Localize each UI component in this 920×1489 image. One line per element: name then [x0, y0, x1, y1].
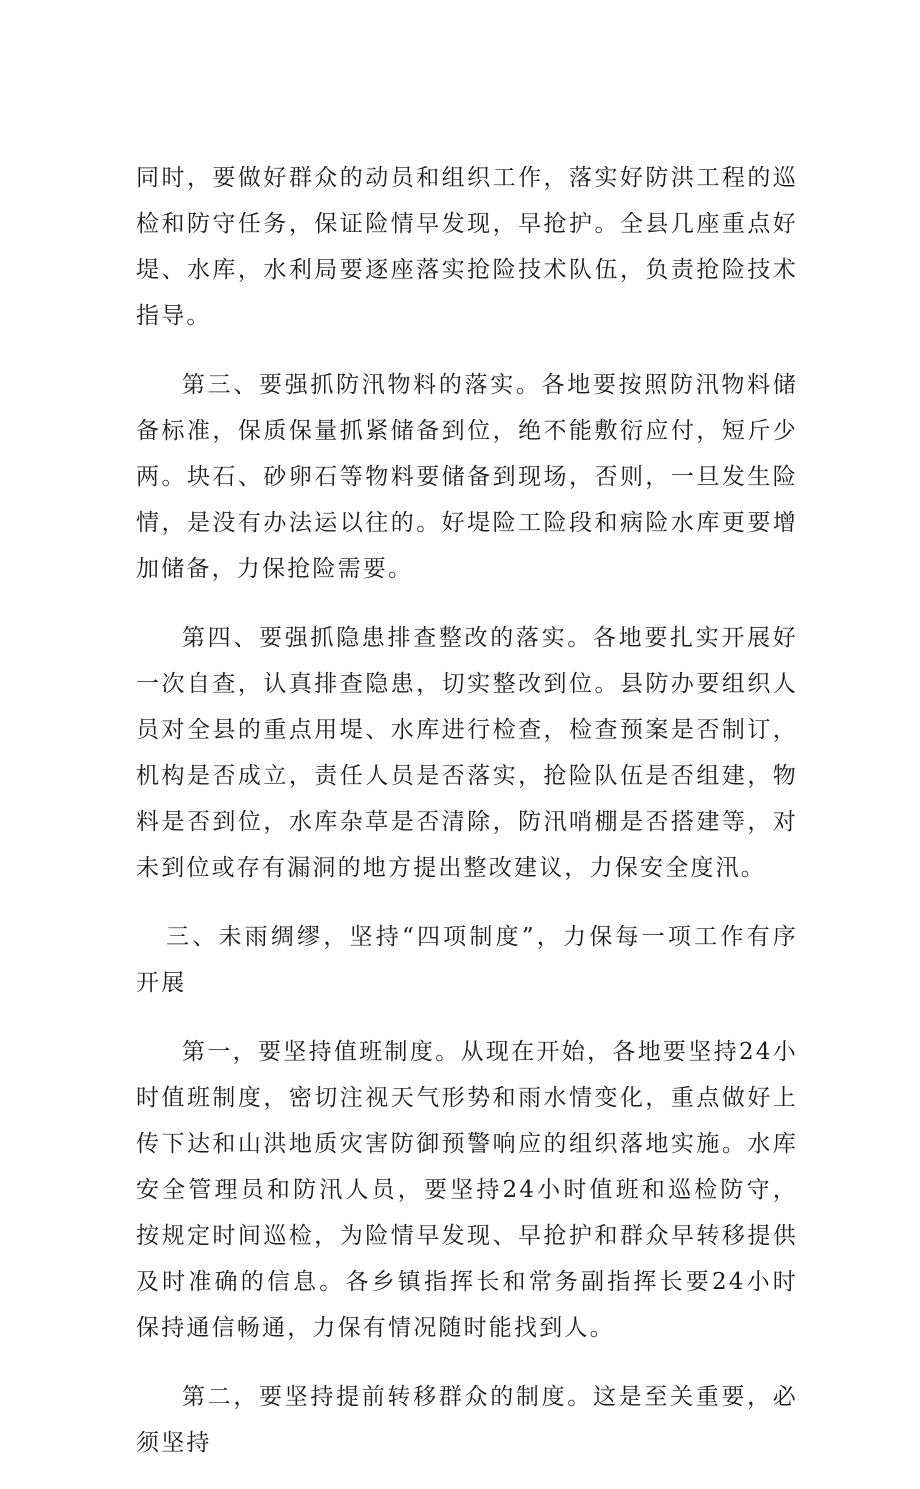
section-heading-three: 三、未雨绸缪，坚持“四项制度”，力保每一项工作有序开展: [136, 924, 798, 996]
document-body: [136, 155, 798, 1489]
paragraph-duty-system: 第一，要坚持值班制度。从现在开始，各地要坚持24小时值班制度，密切注视天气形势和雨水情变化，重点做好上传下达和山洪地质灾害防御预警响应的组织落地实施。水库安全管理员和防汛人员，要坚持24小时值班和巡检防守，按规定时间巡检，为险情早发现、早抢护和群众早转移提供及时准确的信息。各乡镇指挥长和常务副指挥长要24小时保持通信畅通，力保有情况随时能找到人。: [136, 1039, 798, 1341]
paragraph-continuation: 同时，要做好群众的动员和组织工作，落实好防洪工程的巡检和防守任务，保证险情早发现，早抢护。全县几座重点好堤、水库，水利局要逐座落实抢险技术队伍，负责抢险技术指导。: [136, 165, 798, 329]
paragraph-flood-materials: 第三、要强抓防汛物料的落实。各地要按照防汛物料储备标准，保质保量抓紧储备到位，绝不能敷衍应付，短斤少两。块石、砂卵石等物料要储备到现场，否则，一旦发生险情，是没有办法运以往的。好堤险工险段和病险水库更要增加储备，力保抢险需要。: [136, 372, 798, 582]
paragraph-evacuation-system: 第二，要坚持提前转移群众的制度。这是至关重要，必须坚持: [136, 1384, 798, 1456]
paragraph-hazard-inspection: 第四、要强抓隐患排查整改的落实。各地要扎实开展好一次自查，认真排查隐患，切实整改到位。县防办要组织人员对全县的重点用堤、水库进行检查，检查预案是否制订，机构是否成立，责任人员是否落实，抢险队伍是否组建，物料是否到位，水库杂草是否清除，防汛哨棚是否搭建等，对未到位或存有漏洞的地方提出整改建议，力保安全度汛。: [136, 625, 798, 881]
